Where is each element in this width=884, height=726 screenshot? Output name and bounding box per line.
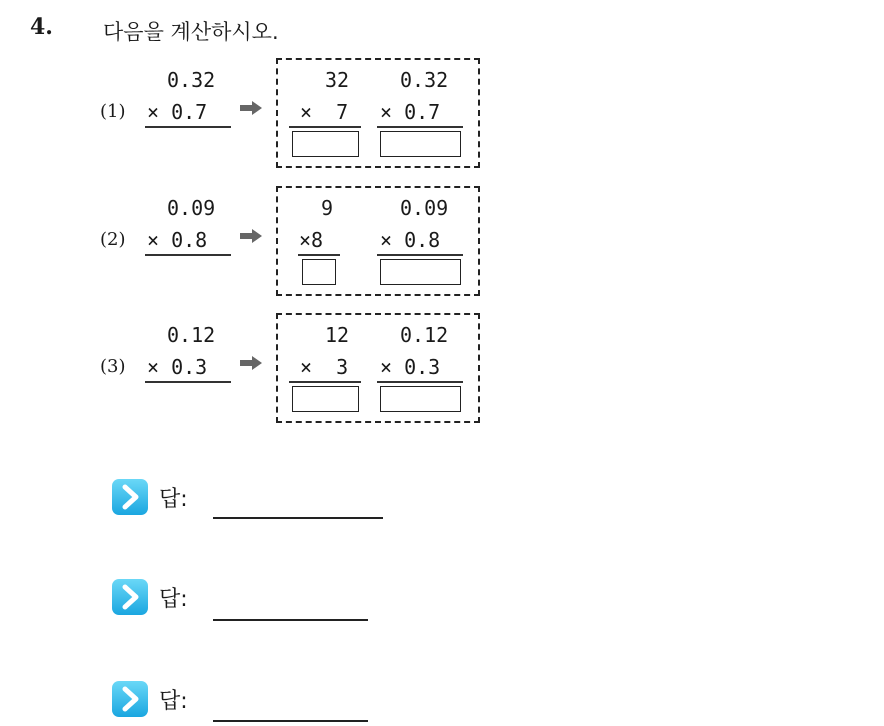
left-rule [145, 381, 231, 383]
left-multiplicand: 0.12 [167, 323, 216, 347]
box-a-multiplier: × 3 [300, 355, 349, 379]
chevron-right-icon [111, 680, 149, 718]
answer-label: 답: [159, 587, 188, 612]
box-a-rule [289, 126, 361, 128]
box-a-multiplicand: 12 [325, 323, 350, 347]
box-b-multiplier: × 0.8 [380, 228, 441, 252]
box-b-rule [377, 126, 463, 128]
left-multiplicand: 0.32 [167, 68, 216, 92]
left-multiplier: × 0.7 [147, 100, 208, 124]
right-arrow-icon [240, 356, 262, 370]
answer-box-a[interactable] [292, 386, 359, 412]
left-multiplicand: 0.09 [167, 196, 216, 220]
answer-line[interactable] [213, 619, 368, 621]
question-instruction: 다음을 계산하시오. [103, 20, 279, 44]
answer-box-a[interactable] [292, 131, 359, 157]
box-b-multiplier: × 0.3 [380, 355, 441, 379]
left-rule [145, 126, 231, 128]
answer-box-b[interactable] [380, 386, 461, 412]
box-b-multiplicand: 0.09 [400, 196, 449, 220]
problem-label: (1) [100, 101, 126, 122]
left-multiplier: × 0.3 [147, 355, 208, 379]
right-arrow-icon [240, 229, 262, 243]
answer-box-a[interactable] [302, 259, 336, 285]
answer-line[interactable] [213, 517, 383, 519]
box-b-multiplicand: 0.32 [400, 68, 449, 92]
right-arrow-icon [240, 101, 262, 115]
box-b-rule [377, 254, 463, 256]
question-number: 4. [30, 14, 53, 40]
problem-label: (2) [100, 229, 126, 250]
box-a-multiplicand: 32 [325, 68, 350, 92]
box-b-multiplier: × 0.7 [380, 100, 441, 124]
box-a-rule [298, 254, 340, 256]
box-b-multiplicand: 0.12 [400, 323, 449, 347]
left-multiplier: × 0.8 [147, 228, 208, 252]
chevron-right-icon [111, 578, 149, 616]
answer-box-b[interactable] [380, 131, 461, 157]
box-a-multiplier: ×8 [299, 228, 324, 252]
problem-label: (3) [100, 356, 126, 377]
box-b-rule [377, 381, 463, 383]
chevron-right-icon [111, 478, 149, 516]
box-a-multiplicand: 9 [321, 196, 334, 220]
left-rule [145, 254, 231, 256]
answer-line[interactable] [213, 720, 368, 722]
box-a-rule [289, 381, 361, 383]
answer-box-b[interactable] [380, 259, 461, 285]
answer-label: 답: [159, 487, 188, 512]
answer-label: 답: [159, 689, 188, 714]
box-a-multiplier: × 7 [300, 100, 349, 124]
